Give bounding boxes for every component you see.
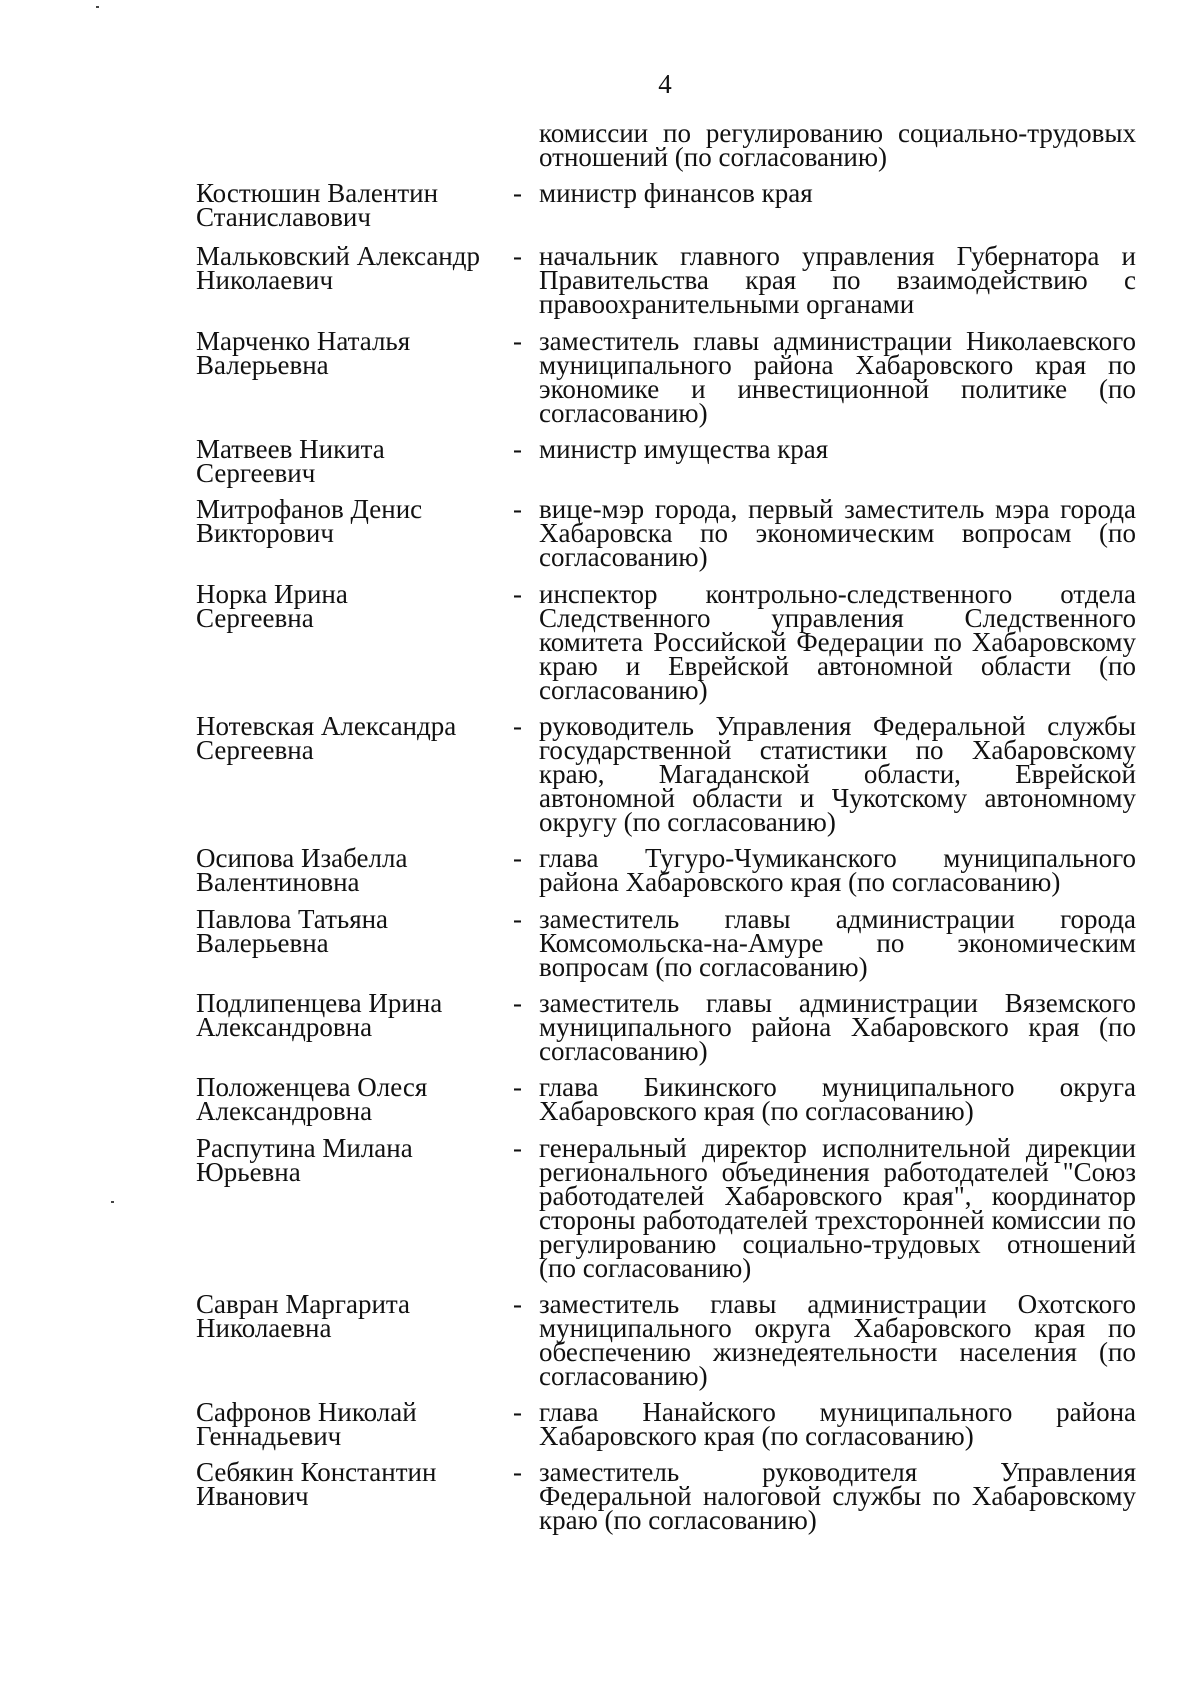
member-name bbox=[196, 988, 501, 1042]
member-position: заместитель главы администрации Охотского муниципального округа Хабаровского края по обеспечению жизнедеятельности населения (по согласованию) bbox=[539, 1289, 1136, 1391]
member-name bbox=[196, 904, 501, 958]
member-patronymic: Николаевич bbox=[196, 265, 334, 295]
separator-dash: - bbox=[513, 326, 522, 356]
member-position: заместитель главы администрации Николаевского муниципального района Хабаровского края по экономике и инвестиционной политике (по согласованию) bbox=[539, 326, 1136, 428]
member-name bbox=[196, 494, 501, 548]
member-name bbox=[196, 434, 501, 488]
member-position: инспектор контрольно-следственного отдела Следственного управления Следственного комитета Российской Федерации по Хабаровскому краю и Еврейской автономной области (по согласованию) bbox=[539, 579, 1136, 705]
scan-speck bbox=[96, 6, 99, 8]
member-surname-first-name: Распутина Милана bbox=[196, 1133, 413, 1163]
member-name bbox=[196, 178, 501, 232]
member-name bbox=[196, 579, 501, 633]
separator-dash: - bbox=[513, 1457, 522, 1487]
scan-speck bbox=[111, 1201, 114, 1203]
separator-dash: - bbox=[513, 843, 522, 873]
member-position: заместитель главы администрации Вяземского муниципального района Хабаровского края (по согласованию) bbox=[539, 988, 1136, 1066]
member-surname-first-name: Павлова Татьяна bbox=[196, 904, 389, 934]
member-name bbox=[196, 1072, 501, 1126]
separator-dash: - bbox=[513, 988, 522, 1018]
member-patronymic: Александровна bbox=[196, 1012, 373, 1042]
member-position: заместитель руководителя Управления Федеральной налоговой службы по Хабаровскому краю (по согласованию) bbox=[539, 1457, 1136, 1535]
member-surname-first-name: Подлипенцева Ирина bbox=[196, 988, 443, 1018]
separator-dash: - bbox=[513, 1072, 522, 1102]
member-name bbox=[196, 1289, 501, 1343]
member-surname-first-name: Митрофанов Денис bbox=[196, 494, 423, 524]
member-position: министр имущества края bbox=[539, 434, 829, 464]
member-position: министр финансов края bbox=[539, 178, 813, 208]
member-position: руководитель Управления Федеральной службы государственной статистики по Хабаровскому краю, Магаданской области, Еврейской автономной области и Чукотскому автономному округу (по согласованию) bbox=[539, 711, 1136, 837]
separator-dash: - bbox=[513, 1289, 522, 1319]
member-patronymic: Александровна bbox=[196, 1096, 373, 1126]
separator-dash: - bbox=[513, 241, 522, 271]
separator-dash: - bbox=[513, 1133, 522, 1163]
member-surname-first-name: Себякин Константин bbox=[196, 1457, 437, 1487]
member-name bbox=[196, 1133, 501, 1187]
member-surname-first-name: Савран Маргарита bbox=[196, 1289, 411, 1319]
separator-dash: - bbox=[513, 434, 522, 464]
separator-dash: - bbox=[513, 711, 522, 741]
member-patronymic: Юрьевна bbox=[196, 1157, 301, 1187]
continuation-text: комиссии по регулированию социально-трудовых отношений (по согласованию) bbox=[539, 118, 1136, 172]
separator-dash: - bbox=[513, 579, 522, 609]
page-number: 4 bbox=[658, 69, 672, 99]
member-position: глава Тугуро-Чумиканского муниципального района Хабаровского края (по согласованию) bbox=[539, 843, 1136, 897]
member-position: начальник главного управления Губернатора и Правительства края по взаимодействию с правоохранительными органами bbox=[539, 241, 1136, 319]
member-surname-first-name: Матвеев Никита bbox=[196, 434, 385, 464]
member-surname-first-name: Норка Ирина bbox=[196, 579, 348, 609]
member-patronymic: Геннадьевич bbox=[196, 1421, 342, 1451]
member-position: генеральный директор исполнительной дирекции регионального объединения работодателей "Союз работодателей Хабаровского края", координатор стороны работодателей трехсторонней комиссии по регулированию социально-трудовых отношений (по согласованию) bbox=[539, 1133, 1136, 1283]
member-surname-first-name: Марченко Наталья bbox=[196, 326, 411, 356]
member-patronymic: Викторович bbox=[196, 518, 334, 548]
member-surname-first-name: Положенцева Олеся bbox=[196, 1072, 428, 1102]
member-patronymic: Станиславович bbox=[196, 202, 371, 232]
member-surname-first-name: Костюшин Валентин bbox=[196, 178, 439, 208]
member-name bbox=[196, 326, 501, 380]
member-surname-first-name: Сафронов Николай bbox=[196, 1397, 417, 1427]
member-position: вице-мэр города, первый заместитель мэра города Хабаровска по экономическим вопросам (по согласованию) bbox=[539, 494, 1136, 572]
separator-dash: - bbox=[513, 494, 522, 524]
separator-dash: - bbox=[513, 904, 522, 934]
member-patronymic: Сергеевна bbox=[196, 735, 314, 765]
member-name bbox=[196, 1397, 501, 1451]
member-name bbox=[196, 843, 501, 897]
member-position: глава Бикинского муниципального округа Хабаровского края (по согласованию) bbox=[539, 1072, 1136, 1126]
member-position: глава Нанайского муниципального района Хабаровского края (по согласованию) bbox=[539, 1397, 1136, 1451]
member-patronymic: Николаевна bbox=[196, 1313, 332, 1343]
member-surname-first-name: Осипова Изабелла bbox=[196, 843, 408, 873]
member-surname-first-name: Нотевская Александра bbox=[196, 711, 457, 741]
separator-dash: - bbox=[513, 1397, 522, 1427]
member-patronymic: Иванович bbox=[196, 1481, 309, 1511]
member-name bbox=[196, 241, 501, 295]
member-patronymic: Сергеевна bbox=[196, 603, 314, 633]
member-name bbox=[196, 711, 501, 765]
member-patronymic: Валентиновна bbox=[196, 867, 360, 897]
member-name bbox=[196, 1457, 501, 1511]
member-patronymic: Валерьевна bbox=[196, 350, 329, 380]
member-surname-first-name: Мальковский Александр bbox=[196, 241, 480, 271]
member-position: заместитель главы администрации города Комсомольска-на-Амуре по экономическим вопросам (по согласованию) bbox=[539, 904, 1136, 982]
separator-dash: - bbox=[513, 178, 522, 208]
member-patronymic: Сергеевич bbox=[196, 458, 316, 488]
member-patronymic: Валерьевна bbox=[196, 928, 329, 958]
